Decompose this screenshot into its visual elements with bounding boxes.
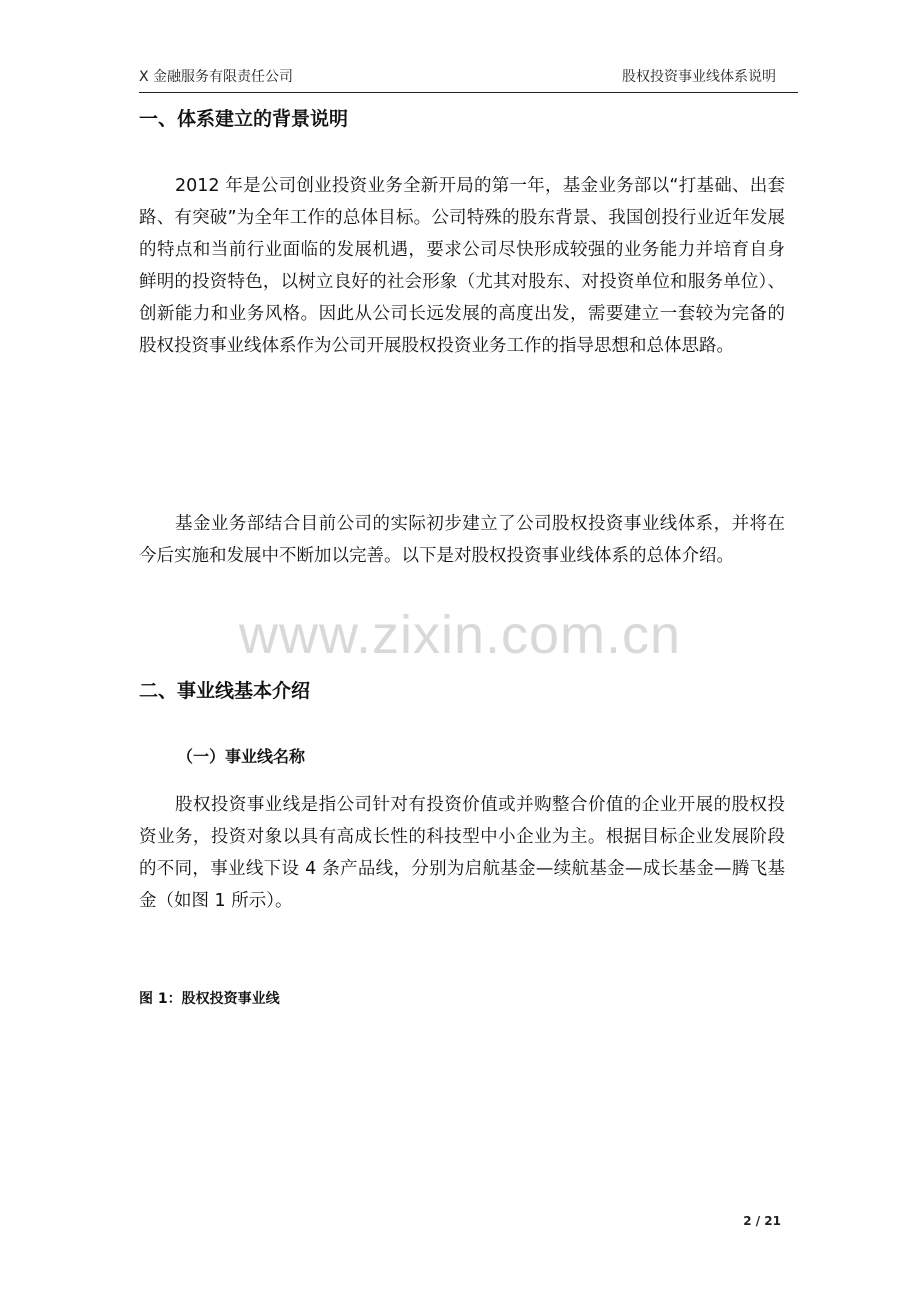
page-number: 2 / 21 (743, 1214, 781, 1228)
subsection-1-heading: （一）事业线名称 (177, 747, 306, 766)
section-1-paragraph-2: 基金业务部结合目前公司的实际初步建立了公司股权投资事业线体系，并将在今后实施和发展中不断加以完善。以下是对股权投资事业线体系的总体介绍。 (139, 514, 785, 566)
section-1-paragraph-1: 2012 年是公司创业投资业务全新开局的第一年，基金业务部以“打基础、出套路、有突破”为全年工作的总体目标。公司特殊的股东背景、我国创投行业近年发展的特点和当前行业面临的发展机遇，要求公司尽快形成较强的业务能力并培育自身鲜明的投资特色，以树立良好的社会形象（尤其对股东、对投资单位和服务单位）、创新能力和业务风格。因此从公司长远发展的高度出发，需要建立一套较为完备的股权投资事业线体系作为公司开展股权投资业务工作的指导思想和总体思路。 (139, 176, 785, 356)
watermark: www.zixin.com.cn (238, 605, 682, 665)
figure-1-caption: 图 1：股权投资事业线 (139, 991, 280, 1007)
section-1-heading: 一、体系建立的背景说明 (139, 108, 349, 130)
page-header (139, 64, 798, 93)
subsection-1-paragraph: 股权投资事业线是指公司针对有投资价值或并购整合价值的企业开展的股权投资业务，投资对象以具有高成长性的科技型中小企业为主。根据目标企业发展阶段的不同，事业线下设 4 条产品线，分别为启航基金—续航基金—成长基金—腾飞基金（如图 1 所示）。 (139, 795, 785, 911)
section-2-heading: 二、事业线基本介绍 (139, 680, 311, 702)
header-company-name: X 金融服务有限责任公司 (139, 69, 294, 85)
header-document-title: 股权投资事业线体系说明 (622, 69, 776, 85)
